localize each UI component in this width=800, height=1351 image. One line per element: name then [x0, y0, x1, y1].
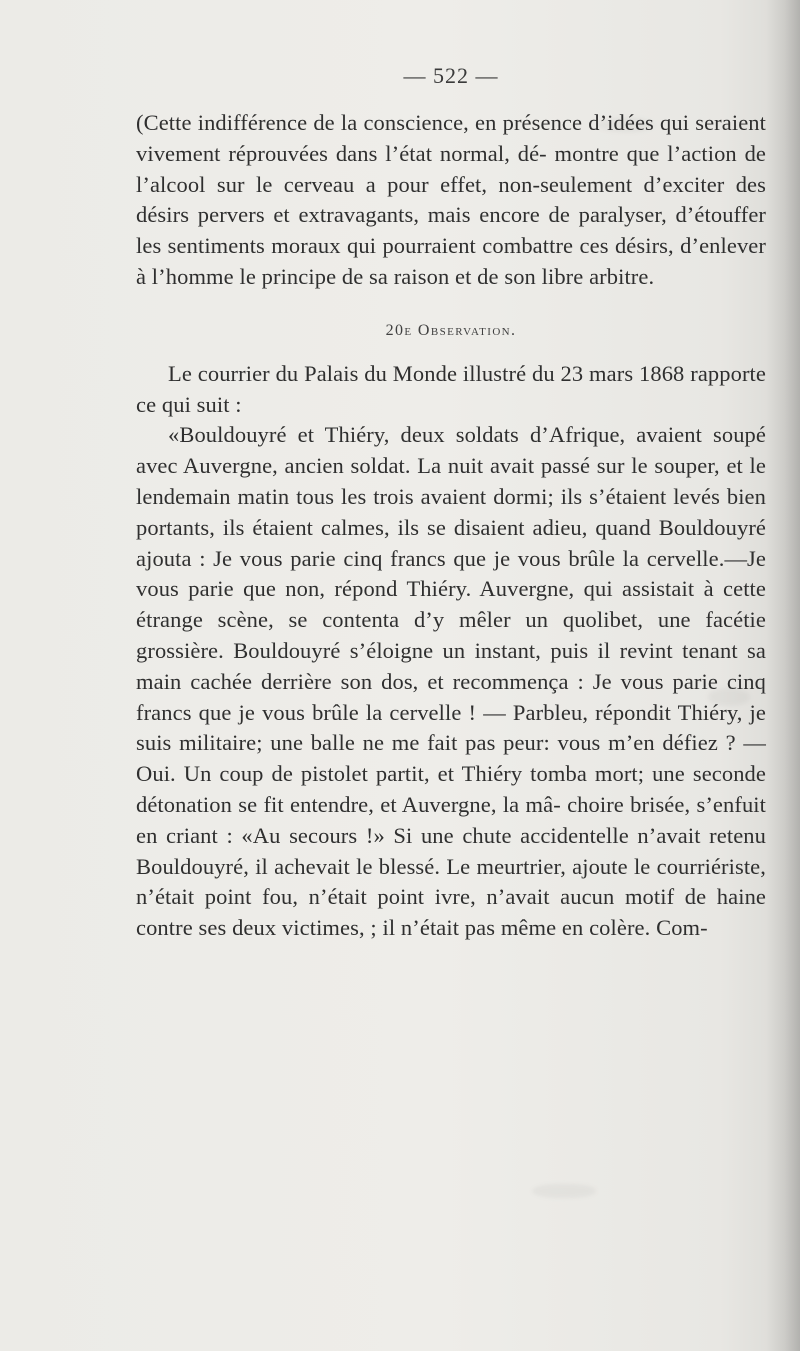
paper-smudge	[532, 1184, 596, 1198]
section-heading: 20e Observation.	[385, 321, 517, 339]
page-text-block	[136, 62, 766, 944]
section-intro-paragraph: Le courrier du Palais du Monde illustré du 23 mars 1868 rapporte ce qui suit :	[136, 360, 766, 417]
narrative-paragraph: «Bouldouyré et Thiéry, deux soldats d’Afrique, avaient soupé avec Auvergne, ancien soldat. La nuit avait passé sur le souper, et le lendemain matin tous les trois avaient dormi; ils s’étaient levés bien portants, ils étaient calmes, ils se disaient adieu, quand Bouldouyré ajouta : Je vous parie cinq francs que je vous brûle la cervelle.—Je vous parie que non, répond Thiéry. Auvergne, qui assistait à cette étrange scène, se contenta d’y mêler un quolibet, une facétie grossière. Bouldouyré s’éloigne un instant, puis il revint tenant sa main cachée derrière son dos, et recommença : Je vous parie cinq francs que je vous brûle la cervelle ! — Parbleu, répondit Thiéry, je suis militaire; une balle ne me fait pas peur: vous m’en défiez ? — Oui. Un coup de pistolet partit, et Thiéry tomba mort; une seconde détonation se fit entendre, et Auvergne, la mâ- choire brisée, s’enfuit en criant : «Au secours !» Si une chute accidentelle n’avait retenu Bouldouyré, il achevait le blessé. Le meurtrier, ajoute le courriériste, n’était point fou, n’était point ivre, n’avait aucun motif de haine contre ses deux victimes, ; il n’était pas même en colère. Com-	[136, 422, 766, 941]
page-number: — 522 —	[403, 63, 499, 88]
page-edge-shadow	[766, 0, 800, 1351]
opening-paragraph: (Cette indifférence de la conscience, en présence d’idées qui seraient vivement réprouvées dans l’état normal, dé- montre que l’action de l’alcool sur le cerveau a pour effet, non-seulement d’exciter des désirs pervers et extravagants, mais encore de paralyser, d’étouffer les sentiments moraux qui pourraient combattre ces désirs, d’enlever à l’homme le principe de sa raison et de son libre arbitre.	[136, 110, 766, 289]
